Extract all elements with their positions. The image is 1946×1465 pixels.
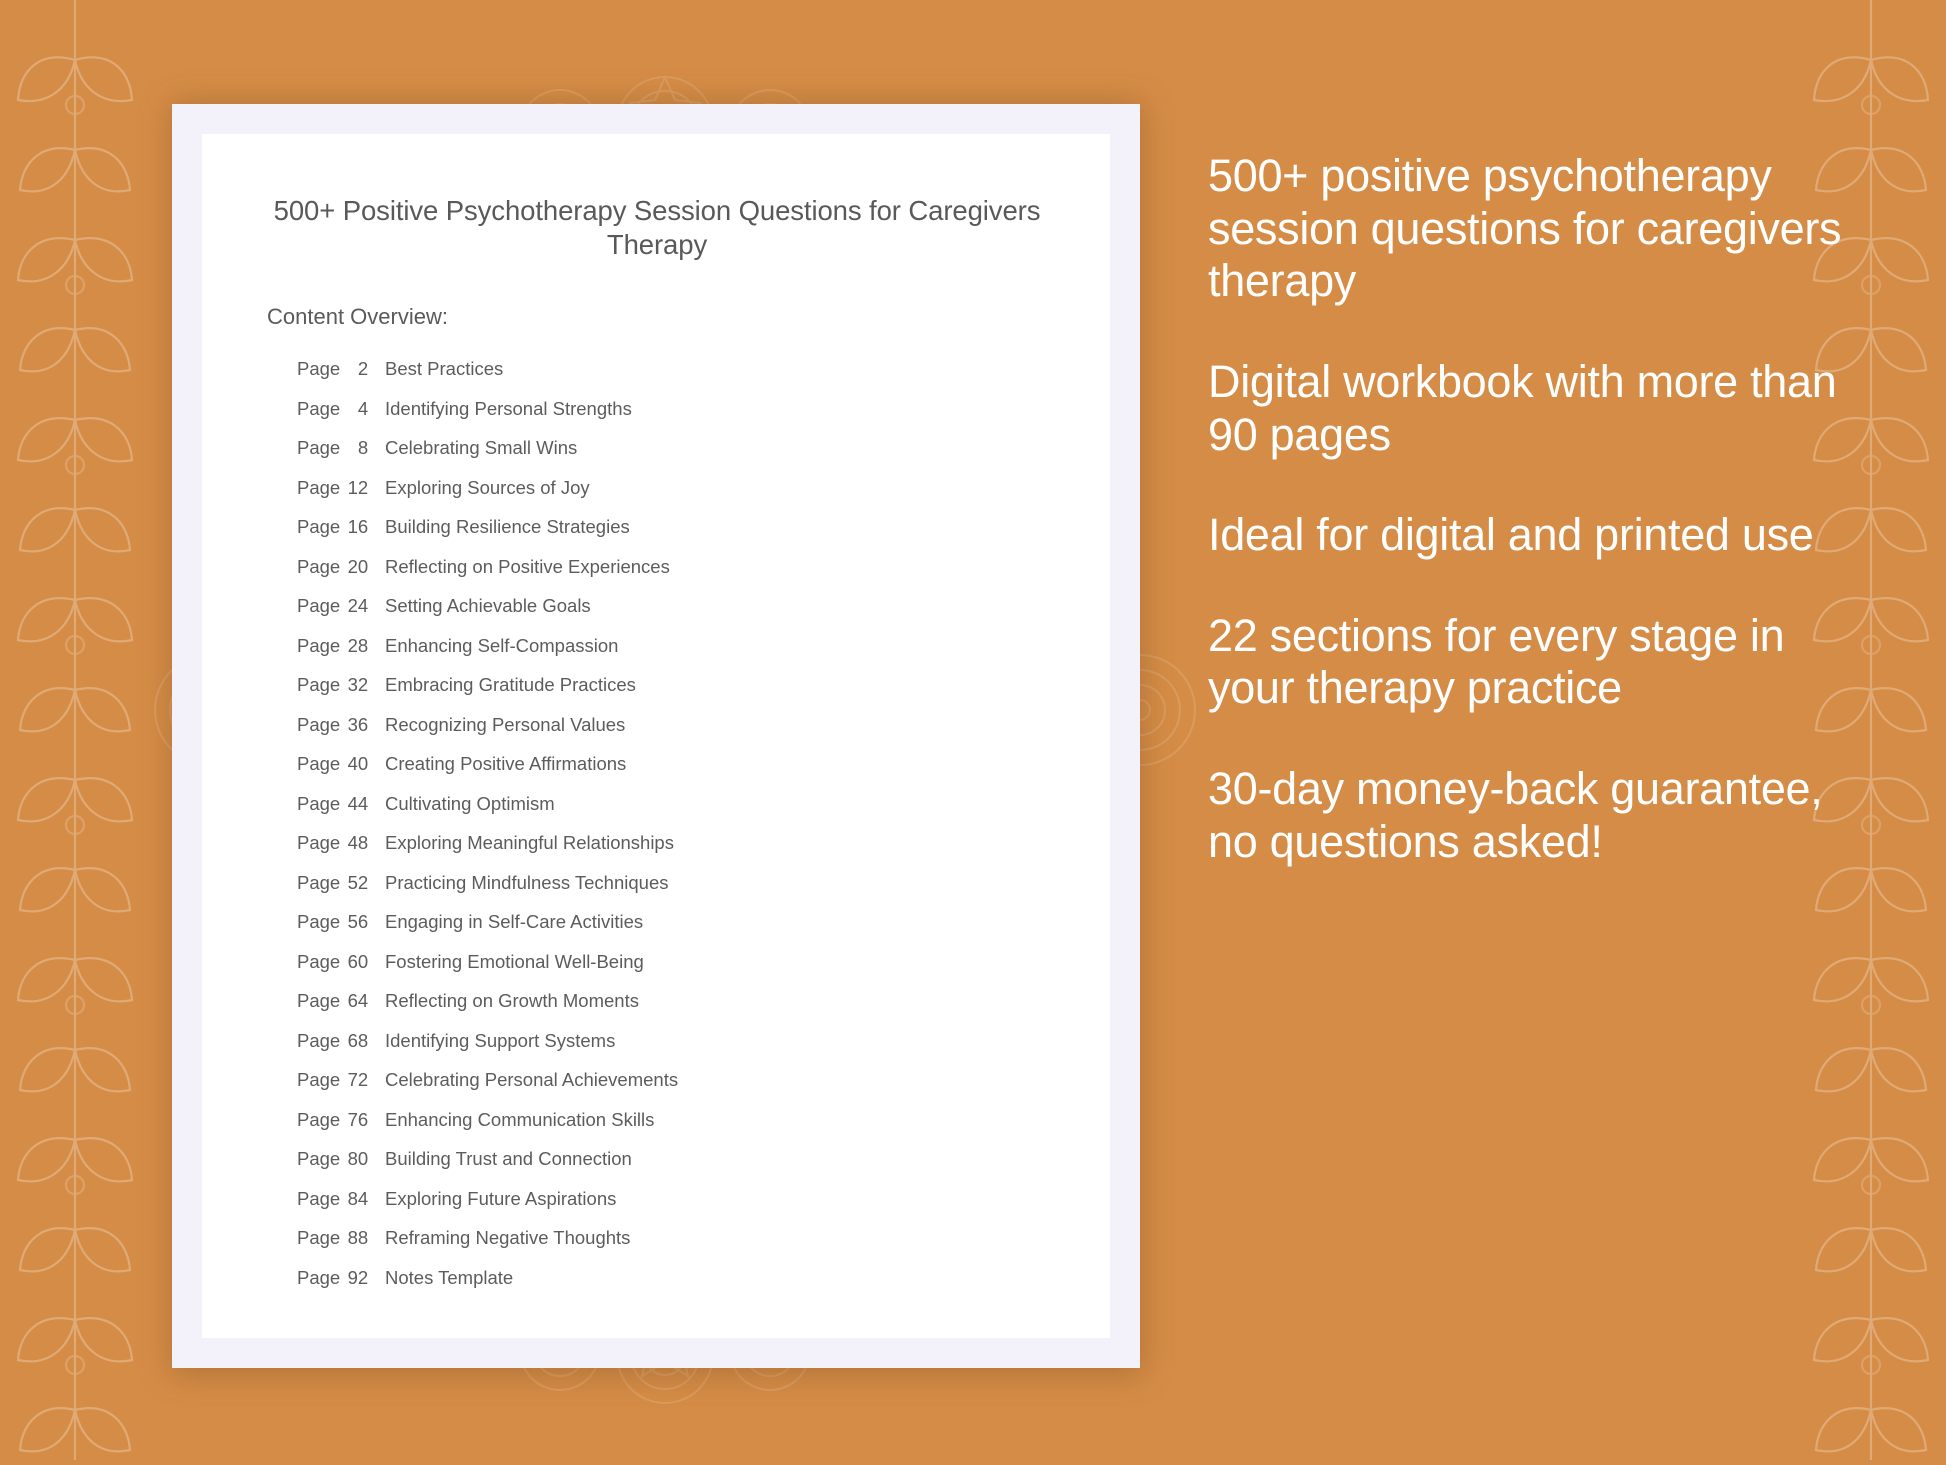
toc-page-word: Page	[297, 1029, 341, 1051]
toc-page-number	[297, 586, 385, 626]
workbook-page	[172, 104, 1140, 1368]
toc-page-number	[297, 942, 385, 982]
toc-page-number	[297, 1100, 385, 1140]
toc-section-title: Celebrating Personal Achievements	[385, 1069, 679, 1090]
toc-page-word: Page	[297, 1069, 341, 1090]
toc-page-word: Page	[297, 555, 341, 577]
toc-section-title: Cultivating Optimism	[385, 792, 555, 814]
toc-row	[297, 942, 1057, 982]
toc-page-number	[297, 547, 385, 587]
toc-page-word: Page	[297, 792, 341, 814]
toc-page-number	[297, 902, 385, 942]
toc-page-word: Page	[297, 911, 341, 932]
toc-row	[297, 468, 1057, 508]
toc-page-word: Page	[297, 990, 341, 1011]
toc-section-title: Enhancing Communication Skills	[385, 1108, 655, 1130]
toc-section-title: Notes Template	[385, 1266, 514, 1288]
toc-page-word: Page	[297, 595, 341, 616]
toc-row	[297, 1179, 1057, 1219]
toc-page-number	[297, 863, 385, 903]
floral-border-left	[0, 0, 150, 1460]
toc-page-value: 20	[347, 555, 369, 577]
toc-page-word: Page	[297, 437, 341, 458]
toc-row	[297, 784, 1057, 824]
toc-page-word: Page	[297, 476, 341, 498]
toc-page-word: Page	[297, 753, 341, 774]
toc-section-title: Reframing Negative Thoughts	[385, 1227, 631, 1248]
toc-page-value: 64	[347, 990, 369, 1011]
toc-section-title: Best Practices	[385, 358, 504, 379]
toc-page-number	[297, 428, 385, 468]
toc-page-value: 24	[347, 595, 369, 616]
toc-section-title: Fostering Emotional Well-Being	[385, 950, 644, 972]
toc-section-title: Celebrating Small Wins	[385, 437, 578, 458]
toc-page-word: Page	[297, 516, 341, 537]
toc-section-title: Creating Positive Affirmations	[385, 753, 627, 774]
marketing-bullets	[1208, 150, 1848, 868]
toc-page-number	[297, 1139, 385, 1179]
toc-page-value: 72	[347, 1069, 369, 1090]
toc-row	[297, 1060, 1057, 1100]
toc-section-title: Reflecting on Growth Moments	[385, 990, 639, 1011]
toc-page-word: Page	[297, 713, 341, 735]
toc-page-value: 76	[347, 1108, 369, 1130]
toc-page-number	[297, 705, 385, 745]
toc-page-number	[297, 744, 385, 784]
toc-section-title: Identifying Personal Strengths	[385, 397, 632, 419]
toc-row	[297, 1139, 1057, 1179]
marketing-bullet: Digital workbook with more than 90 pages	[1208, 355, 1837, 460]
toc-page-word: Page	[297, 674, 341, 695]
page-title: 500+ Positive Psychotherapy Session Questions for Caregivers Therapy	[273, 195, 1041, 261]
toc-page-word: Page	[297, 1108, 341, 1130]
toc-row	[297, 863, 1057, 903]
toc-section-title: Engaging in Self-Care Activities	[385, 911, 644, 932]
toc-page-word: Page	[297, 1187, 341, 1209]
toc-page-number	[297, 665, 385, 705]
toc-page-number	[297, 389, 385, 429]
toc-page-value: 52	[347, 871, 369, 893]
toc-page-number	[297, 468, 385, 508]
toc-page-value: 60	[347, 950, 369, 972]
toc-row	[297, 349, 1057, 389]
toc-row	[297, 428, 1057, 468]
toc-row	[297, 665, 1057, 705]
toc-page-value: 36	[347, 713, 369, 735]
toc-row	[297, 744, 1057, 784]
toc-page-value: 8	[357, 437, 369, 458]
toc-page-number	[297, 981, 385, 1021]
toc-page-value: 32	[347, 674, 369, 695]
toc-row	[297, 586, 1057, 626]
toc-section-title: Building Trust and Connection	[385, 1148, 632, 1169]
marketing-bullet: 22 sections for every stage in your therapy practice	[1208, 609, 1785, 714]
toc-page-number	[297, 784, 385, 824]
toc-page-number	[297, 1060, 385, 1100]
toc-section-title: Exploring Sources of Joy	[385, 476, 590, 498]
toc-row	[297, 902, 1057, 942]
toc-page-value: 92	[347, 1266, 369, 1288]
marketing-bullet: Ideal for digital and printed use	[1208, 509, 1814, 561]
toc-page-word: Page	[297, 1148, 341, 1169]
toc-section-title: Building Resilience Strategies	[385, 516, 630, 537]
toc-page-value: 2	[357, 358, 369, 379]
toc-page-number	[297, 1258, 385, 1298]
toc-section-title: Recognizing Personal Values	[385, 713, 626, 735]
toc-row	[297, 547, 1057, 587]
toc-page-number	[297, 349, 385, 389]
toc-page-word: Page	[297, 397, 341, 419]
toc-page-number	[297, 626, 385, 666]
toc-page-number	[297, 823, 385, 863]
toc-page-number	[297, 1179, 385, 1219]
toc-page-word: Page	[297, 358, 341, 379]
toc-page-word: Page	[297, 832, 341, 853]
toc-page-value: 12	[347, 476, 369, 498]
toc-page-number	[297, 1021, 385, 1061]
toc-page-value: 56	[347, 911, 369, 932]
toc-section-title: Identifying Support Systems	[385, 1029, 616, 1051]
toc-row	[297, 389, 1057, 429]
toc-page-value: 84	[347, 1187, 369, 1209]
toc-section-title: Exploring Meaningful Relationships	[385, 832, 674, 853]
toc-row	[297, 823, 1057, 863]
toc-page-word: Page	[297, 634, 341, 656]
toc-page-value: 4	[357, 397, 369, 419]
toc-row	[297, 1258, 1057, 1298]
toc-row	[297, 507, 1057, 547]
marketing-bullet: 30-day money-back guarantee, no questions asked!	[1208, 763, 1823, 867]
toc-page-value: 80	[347, 1148, 369, 1169]
toc-page-value: 48	[347, 832, 369, 853]
toc-page-value: 88	[347, 1227, 369, 1248]
toc-row	[297, 705, 1057, 745]
toc-section-title: Reflecting on Positive Experiences	[385, 555, 670, 577]
toc-section-title: Embracing Gratitude Practices	[385, 674, 636, 695]
toc-page-number	[297, 507, 385, 547]
toc-page-word: Page	[297, 1227, 341, 1248]
content-overview-label: Content Overview:	[267, 304, 448, 329]
toc-page-value: 40	[347, 753, 369, 774]
toc-row	[297, 981, 1057, 1021]
table-of-contents	[297, 349, 1057, 1297]
toc-page-value: 28	[347, 634, 369, 656]
toc-page-word: Page	[297, 950, 341, 972]
toc-page-number	[297, 1218, 385, 1258]
toc-page-value: 68	[347, 1029, 369, 1051]
toc-page-value: 44	[347, 792, 369, 814]
page-content-area	[202, 134, 1110, 1338]
toc-row	[297, 1100, 1057, 1140]
toc-section-title: Setting Achievable Goals	[385, 595, 591, 616]
toc-row	[297, 1218, 1057, 1258]
toc-section-title: Enhancing Self-Compassion	[385, 634, 619, 656]
toc-row	[297, 626, 1057, 666]
toc-page-value: 16	[347, 516, 369, 537]
toc-page-word: Page	[297, 1266, 341, 1288]
toc-section-title: Exploring Future Aspirations	[385, 1187, 617, 1209]
toc-section-title: Practicing Mindfulness Techniques	[385, 871, 669, 893]
toc-page-word: Page	[297, 871, 341, 893]
marketing-bullet: 500+ positive psychotherapy session questions for caregivers therapy	[1208, 150, 1842, 307]
toc-row	[297, 1021, 1057, 1061]
